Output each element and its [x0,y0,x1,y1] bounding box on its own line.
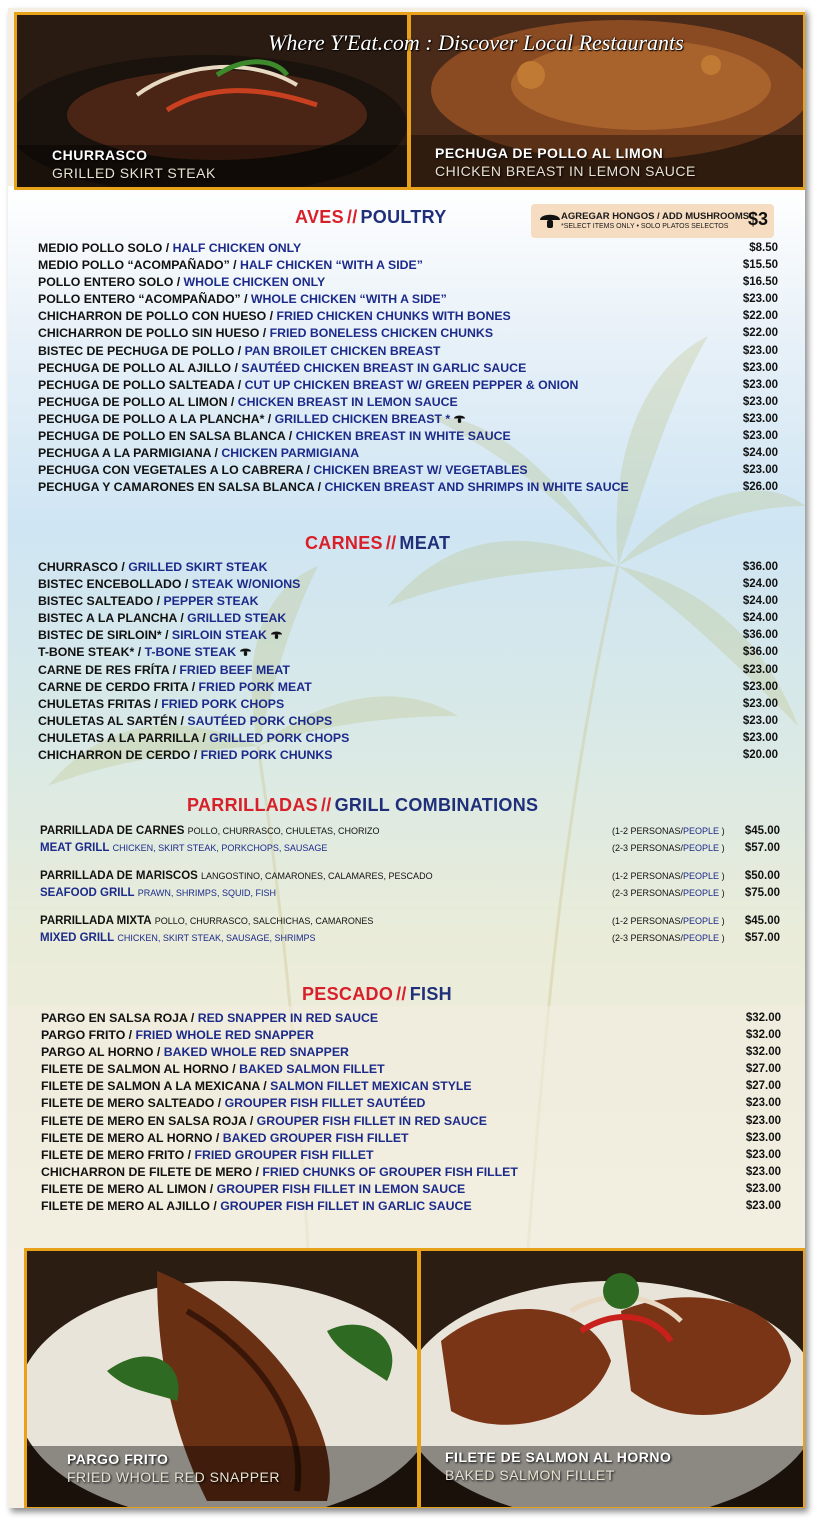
combo-row [40,913,780,930]
item-price: $15.50 [742,259,778,272]
menu-item [38,679,778,696]
item-name-es: BISTEC DE PECHUGA DE POLLO [38,343,235,358]
menu-item [41,1027,781,1044]
item-name-es: FILETE DE MERO FRITO [41,1147,185,1162]
addon-note: *SELECT ITEMS ONLY • SOLO PLATOS SELECTOS [561,223,729,230]
combo-price: $57.00 [744,842,780,854]
item-name-en: WHOLE CHICKEN “WITH A SIDE” [250,292,447,307]
poultry-list [38,240,778,496]
combo-row [40,840,780,857]
menu-item [41,1044,781,1061]
item-separator: / [259,1079,271,1094]
menu-item [38,343,778,360]
item-separator: / [234,343,245,358]
people-close: ) [719,916,725,926]
item-name-es: T-BONE STEAK* [38,645,135,660]
item-name-en: GROUPER FISH FILLET IN LEMON SAUCE [216,1181,466,1196]
menu-item [41,1181,781,1198]
item-separator: / [231,360,242,375]
menu-item [38,308,778,325]
people-en: PEOPLE [683,843,720,853]
menu-item [38,445,778,462]
item-separator: / [125,1028,136,1043]
item-name-es: CHICHARRON DE FILETE DE MERO [41,1164,253,1179]
item-price: $24.00 [742,447,778,460]
combo-row [40,868,780,885]
people-close: ) [719,826,725,836]
item-separator: / [169,662,180,677]
fish-heading: PESCADO // FISH [302,984,452,1004]
item-separator: / [252,1164,263,1179]
item-separator: / [177,713,188,728]
item-price: $23.00 [742,344,778,357]
item-price: $32.00 [745,1012,781,1024]
item-separator: / [134,645,145,660]
item-price: $22.00 [742,327,778,340]
item-separator: / [211,446,222,461]
item-name-es: FILETE DE MERO SALTEADO [41,1096,215,1111]
combo-people [612,840,725,857]
menu-item [41,1113,781,1130]
item-name-en: STEAK W/ONIONS [191,577,301,592]
item-name-en: GROUPER FISH FILLET SAUTÉED [224,1096,426,1111]
addon-label: AGREGAR HONGOS / ADD MUSHROOMS [561,211,750,222]
item-separator: / [153,1045,164,1060]
item-price: $16.50 [742,276,778,289]
combo-price: $75.00 [744,887,780,899]
people-label: (2-3 PERSONAS/ [612,933,684,943]
menu-item [38,257,778,274]
combo-desc-es: POLLO, CHURRASCO, SALCHICHAS, CAMARONES [154,916,374,926]
poultry-heading: AVES // POULTRY [295,207,447,227]
photo-subtitle: CHICKEN BREAST IN LEMON SAUCE [435,163,696,179]
item-separator: / [228,1062,240,1077]
item-separator: / [266,309,277,324]
item-price: $20.00 [742,749,778,762]
item-price: $23.00 [742,378,778,391]
item-separator: / [198,730,210,745]
combo-name-en: SEAFOOD GRILL [40,887,135,899]
menu-item [38,747,778,764]
menu-item [38,627,778,644]
grill-combo [40,868,780,902]
item-name-es: FILETE DE SALMON AL HORNO [41,1062,229,1077]
menu-item [41,1164,781,1181]
item-price: $22.00 [742,310,778,323]
mushroom-icon [239,646,252,657]
people-close: ) [719,933,725,943]
salmon-photo [418,1248,805,1508]
addon-price: $3 [747,209,768,229]
add-mushrooms-badge [531,204,774,238]
people-close: ) [719,843,725,853]
combo-name-en: MEAT GRILL [40,842,110,854]
item-separator: / [314,480,325,495]
combo-row [40,930,780,947]
menu-item [38,394,778,411]
item-name-en: CHICKEN BREAST AND SHRIMPS IN WHITE SAUCE [324,480,629,495]
item-price: $36.00 [742,629,778,642]
watermark: Where Y'Eat.com : Discover Local Restaurants [268,30,684,55]
people-close: ) [719,871,725,881]
item-price: $24.00 [742,612,778,625]
item-price: $23.00 [745,1131,781,1144]
menu-item [38,240,778,257]
item-name-en: FRIED PORK CHOPS [161,696,285,711]
item-name-es: CHICHARRON DE POLLO CON HUESO [38,309,267,324]
item-price: $23.00 [742,697,778,710]
menu-item [38,559,778,576]
item-price: $23.00 [742,361,778,374]
grill-combo [40,823,780,857]
pargo-frito-photo [24,1248,420,1508]
item-name-es: FILETE DE MERO AL HORNO [41,1130,213,1145]
item-separator: / [206,1181,217,1196]
combo-desc-en: CHICKEN, SKIRT STEAK, SAUSAGE, SHRIMPS [117,933,316,943]
item-separator: / [187,1011,198,1025]
item-name-en: SAUTÉED CHICKEN BREAST IN GARLIC SAUCE [241,360,527,375]
menu-item [38,377,778,394]
item-name-es: PECHUGA DE POLLO AL AJILLO [38,360,232,375]
menu-item [41,1095,781,1112]
menu-item [38,713,778,730]
item-price: $23.00 [742,430,778,443]
item-name-es: FILETE DE SALMON A LA MEXICANA [41,1079,260,1094]
item-name-en: FRIED PORK CHUNKS [200,748,333,763]
item-price: $26.00 [742,481,778,494]
item-name-es: CARNE DE RES FRÍTA [38,662,170,677]
item-name-es: PECHUGA DE POLLO EN SALSA BLANCA [38,429,286,444]
people-label: (2-3 PERSONAS/ [612,843,684,853]
combo-price: $57.00 [744,932,780,944]
menu-item [38,360,778,377]
item-name-es: CHULETAS A LA PARRILLA [38,730,199,745]
item-name-es: BISTEC A LA PLANCHA [38,611,177,626]
menu-item [38,462,778,479]
item-price: $23.00 [745,1165,781,1178]
item-separator: / [234,377,245,392]
item-name-es: PECHUGA DE POLLO A LA PLANCHA* [38,411,265,426]
item-separator: / [161,628,172,643]
item-name-es: CARNE DE CERDO FRITA [38,679,189,694]
photo-subtitle: FRIED WHOLE RED SNAPPER [67,1469,280,1485]
item-separator: / [150,696,162,711]
people-en: PEOPLE [683,916,720,926]
fish-list [41,1010,781,1215]
item-separator: / [227,394,238,409]
combo-people [612,913,725,930]
item-name-en: BAKED SALMON FILLET [239,1062,385,1077]
combo-people [612,868,725,885]
item-separator: / [188,679,199,694]
item-name-en: GRILLED STEAK [187,611,287,626]
item-name-en: FRIED GROUPER FISH FILLET [194,1147,374,1162]
item-name-en: WHOLE CHICKEN ONLY [183,275,326,290]
people-en: PEOPLE [683,933,720,943]
menu-item [38,610,778,627]
item-name-es: MEDIO POLLO “ACOMPAÑADO” [38,258,230,273]
combo-desc-es: POLLO, CHURRASCO, CHULETAS, CHORIZO [187,826,380,836]
item-name-es: CHULETAS FRITAS [38,696,151,711]
item-name-es: FILETE DE MERO AL LIMON [41,1181,207,1196]
item-name-es: POLLO ENTERO “ACOMPAÑADO” [38,292,241,307]
item-separator: / [184,1147,195,1162]
item-price: $23.00 [742,412,778,425]
item-name-en: CHICKEN PARMIGIANA [221,446,360,461]
mushroom-icon [453,413,466,424]
item-separator: / [212,1130,223,1145]
item-name-en: SAUTÉED PORK CHOPS [187,713,333,728]
people-label: (1-2 PERSONAS/ [612,871,684,881]
item-separator: / [153,594,164,609]
item-name-es: FILETE DE MERO AL AJILLO [41,1199,210,1214]
item-name-es: PECHUGA A LA PARMIGIANA [38,446,212,461]
item-separator: / [176,611,188,626]
menu-item [38,696,778,713]
item-name-en: T-BONE STEAK [144,645,237,660]
item-price: $23.00 [742,293,778,306]
photo-title: CHURRASCO [52,147,148,163]
combo-price: $45.00 [744,915,780,927]
photo-subtitle: GRILLED SKIRT STEAK [52,165,216,181]
item-name-es: PARGO FRITO [41,1028,126,1043]
combo-people [612,885,725,902]
combo-desc-en: PRAWN, SHRIMPS, SQUID, FISH [137,888,276,898]
item-name-en: GROUPER FISH FILLET IN RED SAUCE [256,1113,487,1128]
combo-people [612,930,725,947]
item-name-es: CHICHARRON DE CERDO [38,748,191,763]
mushroom-icon [270,629,283,640]
item-price: $23.00 [742,731,778,744]
photo-title: PECHUGA DE POLLO AL LIMON [435,145,664,161]
item-name-en: PAN BROILET CHICKEN BREAST [244,343,441,358]
people-label: (1-2 PERSONAS/ [612,916,684,926]
combo-price: $45.00 [744,825,780,837]
menu-item [38,593,778,610]
menu-item [38,325,778,342]
item-name-es: CHURRASCO [38,560,118,574]
item-price: $36.00 [742,646,778,659]
menu-item [38,291,778,308]
meat-list [38,559,778,764]
item-separator: / [259,326,270,341]
item-name-es: PECHUGA Y CAMARONES EN SALSA BLANCA [38,480,315,495]
item-separator: / [117,560,129,574]
menu-item [38,428,778,445]
item-price: $23.00 [745,1097,781,1110]
people-en: PEOPLE [683,888,720,898]
mushroom-icon [539,210,561,230]
item-price: $24.00 [742,578,778,591]
item-price: $27.00 [745,1080,781,1093]
combo-name-es: PARRILLADA MIXTA [40,915,152,927]
photo-title: PARGO FRITO [67,1451,169,1467]
menu-item [41,1010,781,1027]
item-name-en: FRIED CHICKEN CHUNKS WITH BONES [276,309,511,324]
photo-subtitle: BAKED SALMON FILLET [445,1467,615,1483]
menu-item [38,411,778,428]
item-name-en: BAKED GROUPER FISH FILLET [222,1130,409,1145]
item-name-es: BISTEC DE SIRLOIN* [38,628,162,643]
item-name-en: CHICKEN BREAST IN WHITE SAUCE [295,429,511,444]
menu-item [41,1078,781,1095]
menu-item [38,576,778,593]
item-name-en: FRIED PORK MEAT [198,679,312,694]
item-name-es: FILETE DE MERO EN SALSA ROJA [41,1113,247,1128]
item-separator: / [173,275,184,290]
item-name-en: SALMON FILLET MEXICAN STYLE [270,1079,472,1094]
item-separator: / [264,411,275,426]
item-name-es: BISTEC SALTEADO [38,594,154,609]
item-price: $23.00 [742,680,778,693]
people-label: (2-3 PERSONAS/ [612,888,684,898]
grill-combo [40,913,780,947]
item-name-es: PARGO AL HORNO [41,1045,154,1060]
item-separator: / [303,463,314,478]
item-name-es: POLLO ENTERO SOLO [38,275,174,290]
combo-row [40,823,780,840]
people-close: ) [719,888,725,898]
combo-desc-en: CHICKEN, SKIRT STEAK, PORKCHOPS, SAUSAGE [112,843,328,853]
combo-row [40,885,780,902]
item-name-en: FRIED CHUNKS OF GROUPER FISH FILLET [262,1164,518,1179]
item-separator: / [181,577,192,592]
item-name-en: GROUPER FISH FILLET IN GARLIC SAUCE [220,1199,472,1214]
grill-heading: PARRILLADAS // GRILL COMBINATIONS [187,795,539,815]
menu-item [38,730,778,747]
item-price: $32.00 [745,1029,781,1042]
combo-desc-es: LANGOSTINO, CAMARONES, CALAMARES, PESCADO [201,871,433,881]
item-price: $27.00 [745,1063,781,1076]
grill-list [40,823,780,958]
menu-page [8,8,805,1508]
item-price: $23.00 [745,1182,781,1195]
meat-heading: CARNES // MEAT [305,533,451,553]
item-separator: / [229,258,240,273]
item-separator: / [209,1199,221,1214]
menu-item [38,479,778,496]
item-name-es: PECHUGA CON VEGETALES A LO CABRERA [38,463,304,478]
item-name-es: PECHUGA DE POLLO AL LIMON [38,394,228,409]
item-price: $23.00 [742,663,778,676]
item-name-en: CUT UP CHICKEN BREAST W/ GREEN PEPPER & ONION [244,377,579,392]
item-separator: / [285,429,296,444]
menu-item [38,662,778,679]
item-price: $23.00 [742,714,778,727]
item-name-es: CHULETAS AL SARTÉN [38,713,178,728]
item-name-en: FRIED BONELESS CHICKEN CHUNKS [269,326,494,341]
item-price: $23.00 [742,464,778,477]
menu-item [38,274,778,291]
menu-item [41,1061,781,1078]
item-name-es: MEDIO POLLO SOLO [38,241,163,255]
item-separator: / [162,241,173,255]
menu-item [41,1147,781,1164]
item-name-en: HALF CHICKEN “WITH A SIDE” [240,258,423,273]
item-name-en: GRILLED SKIRT STEAK [128,560,268,574]
item-price: $23.00 [745,1114,781,1127]
item-price: $32.00 [745,1046,781,1059]
combo-name-en: MIXED GRILL [40,932,115,944]
menu-item [41,1130,781,1147]
item-name-es: PECHUGA DE POLLO SALTEADA [38,377,235,392]
people-label: (1-2 PERSONAS/ [612,826,684,836]
item-separator: / [240,292,251,307]
item-name-es: CHICHARRON DE POLLO SIN HUESO [38,326,260,341]
item-name-es: BISTEC ENCEBOLLADO [38,577,182,592]
item-price: $24.00 [742,595,778,608]
item-name-en: CHICKEN BREAST W/ VEGETABLES [313,463,528,478]
item-name-en: RED SNAPPER IN RED SAUCE [197,1011,379,1025]
item-name-en: GRILLED PORK CHOPS [209,730,350,745]
item-name-en: FRIED BEEF MEAT [179,662,290,677]
combo-people [612,823,725,840]
item-price: $23.00 [742,395,778,408]
item-name-en: SIRLOIN STEAK [171,628,267,643]
item-separator: / [190,748,201,763]
item-price: $23.00 [745,1148,781,1161]
item-name-en: CHICKEN BREAST IN LEMON SAUCE [237,394,458,409]
item-name-es: PARGO EN SALSA ROJA [41,1011,188,1025]
item-price: $8.50 [749,242,778,254]
item-separator: / [214,1096,225,1111]
item-name-en: PEPPER STEAK [163,594,259,609]
item-price: $36.00 [742,561,778,573]
item-name-en: FRIED WHOLE RED SNAPPER [135,1028,314,1043]
item-price: $23.00 [745,1200,781,1213]
menu-item [38,644,778,661]
photo-title: FILETE DE SALMON AL HORNO [445,1449,672,1465]
combo-price: $50.00 [744,870,780,882]
people-en: PEOPLE [683,826,720,836]
item-name-en: BAKED WHOLE RED SNAPPER [163,1045,349,1060]
item-separator: / [246,1113,257,1128]
menu-item [41,1198,781,1215]
combo-name-es: PARRILLADA DE CARNES [40,825,185,837]
combo-name-es: PARRILLADA DE MARISCOS [40,870,198,882]
item-name-en: HALF CHICKEN ONLY [172,241,302,255]
people-en: PEOPLE [683,871,720,881]
item-name-en: GRILLED CHICKEN BREAST * [274,411,451,426]
